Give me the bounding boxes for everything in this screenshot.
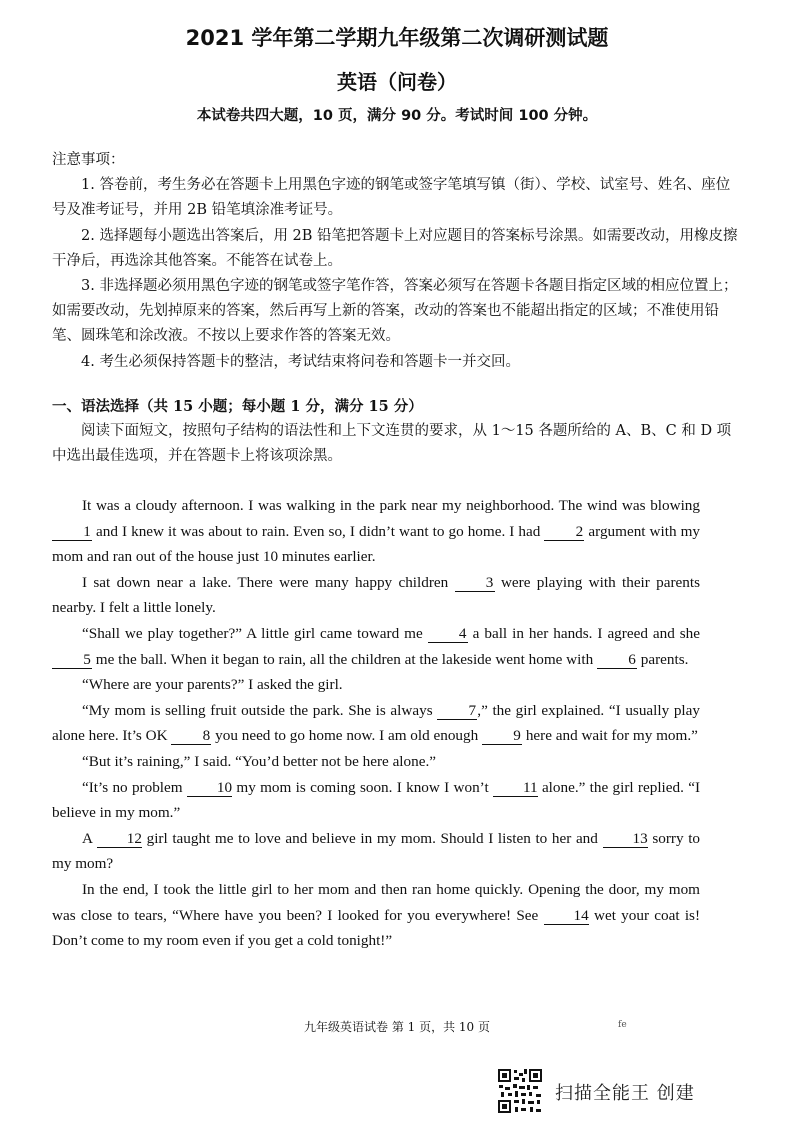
blank-2: 2 bbox=[544, 524, 584, 541]
blank-3: 3 bbox=[455, 575, 495, 592]
blank-13: 13 bbox=[603, 831, 648, 848]
section-instruction: 阅读下面短文，按照句子结构的语法性和上下文连贯的要求，从 1～15 各题所给的 A、B、C 和 D 项中选出最佳选项，并在答题卡上将该项涂黑。 bbox=[52, 423, 732, 464]
qr-code-icon bbox=[496, 1067, 544, 1115]
exam-title: 2021 学年第二学期九年级第二次调研测试题 bbox=[185, 26, 609, 50]
blank-1: 1 bbox=[52, 524, 92, 541]
note-item: 2. 选择题每小题选出答案后，用 2B 铅笔把答题卡上对应题目的答案标号涂黑。如需要改动，用橡皮擦干净后，再选涂其他答案。不能答在试卷上。 bbox=[52, 227, 738, 269]
scanner-watermark: 扫描全能王 创建 bbox=[555, 1083, 695, 1104]
passage-paragraph: “My mom is selling fruit outside the park. She is always 7,” the girl explained. “I usually play alone here. It’s OK 8 you need to go home now. I am old enough 9 here and wait for my mom.” bbox=[52, 701, 700, 745]
exam-info: 本试卷共四大题，10 页，满分 90 分。考试时间 100 分钟。 bbox=[196, 108, 598, 124]
reading-passage bbox=[52, 493, 700, 954]
notes-block bbox=[52, 148, 742, 375]
blank-9: 9 bbox=[482, 728, 522, 745]
note-item: 1. 答卷前，考生务必在答题卡上用黑色字迹的钢笔或签字笔填写镇（街）、学校、试室号、姓名、座位号及准考证号，并用 2B 铅笔填涂准考证号。 bbox=[52, 177, 731, 219]
section-one bbox=[52, 394, 742, 469]
passage-paragraph: A 12 girl taught me to love and believe in my mom. Should I listen to her and 13 sorry to my mom? bbox=[52, 829, 701, 873]
page-footer: 九年级英语试卷 第 1 页，共 10 页 bbox=[304, 1020, 490, 1034]
blank-4: 4 bbox=[428, 626, 468, 643]
blank-8: 8 bbox=[171, 728, 211, 745]
passage-paragraph: It was a cloudy afternoon. I was walking in the park near my neighborhood. The wind was blowing 1 and I knew it was about to rain. Even so, I didn’t want to go home. I had 2 argument with my mom and ran out of the house just 10 minutes earlier. bbox=[52, 497, 700, 566]
notes-heading: 注意事项： bbox=[52, 152, 125, 168]
section-heading: 一、语法选择（共 15 小题；每小题 1 分，满分 15 分） bbox=[52, 398, 423, 415]
blank-14: 14 bbox=[544, 908, 589, 925]
passage-paragraph: “Shall we play together?” A little girl came toward me 4 a ball in her hands. I agreed and she 5 me the ball. When it began to rain, all the children at the lakeside went home with 6 parents. bbox=[52, 621, 700, 672]
blank-12: 12 bbox=[97, 831, 142, 848]
blank-10: 10 bbox=[187, 780, 232, 797]
blank-7: 7 bbox=[437, 703, 477, 720]
passage-paragraph: I sat down near a lake. There were many happy children 3 were playing with their parents nearby. I felt a little lonely. bbox=[52, 573, 701, 617]
note-item: 3. 非选择题必须用黑色字迹的钢笔或签字笔作答，答案必须写在答题卡各题目指定区域的相应位置上；如需要改动，先划掉原来的答案，然后再写上新的答案，改动的答案也不能超出指定的区域；不准使用铅笔、圆珠笔和涂改液。不按以上要求作答的答案无效。 bbox=[52, 278, 738, 345]
exam-subtitle: 英语（问卷） bbox=[337, 70, 457, 94]
passage-paragraph: “But it’s raining,” I said. “You’d better not be here alone.” bbox=[82, 752, 436, 770]
blank-6: 6 bbox=[597, 652, 637, 669]
passage-paragraph: In the end, I took the little girl to her mom and then ran home quickly. Opening the door, my mom was close to tears, “Where have you been? I looked for you everywhere! See 14 wet your coat is! Don’t come to my room even if you get a cold tonight!” bbox=[52, 880, 701, 950]
note-item: 4. 考生必须保持答题卡的整洁，考试结束将问卷和答题卡一并交回。 bbox=[81, 353, 520, 370]
corner-mark: fe bbox=[618, 1020, 627, 1030]
blank-11: 11 bbox=[493, 780, 538, 797]
passage-paragraph: “It’s no problem 10 my mom is coming soon. I know I won’t 11 alone.” the girl replied. “I believe in my mom.” bbox=[52, 778, 701, 822]
blank-5: 5 bbox=[52, 652, 92, 669]
passage-paragraph: “Where are your parents?” I asked the girl. bbox=[82, 676, 343, 694]
